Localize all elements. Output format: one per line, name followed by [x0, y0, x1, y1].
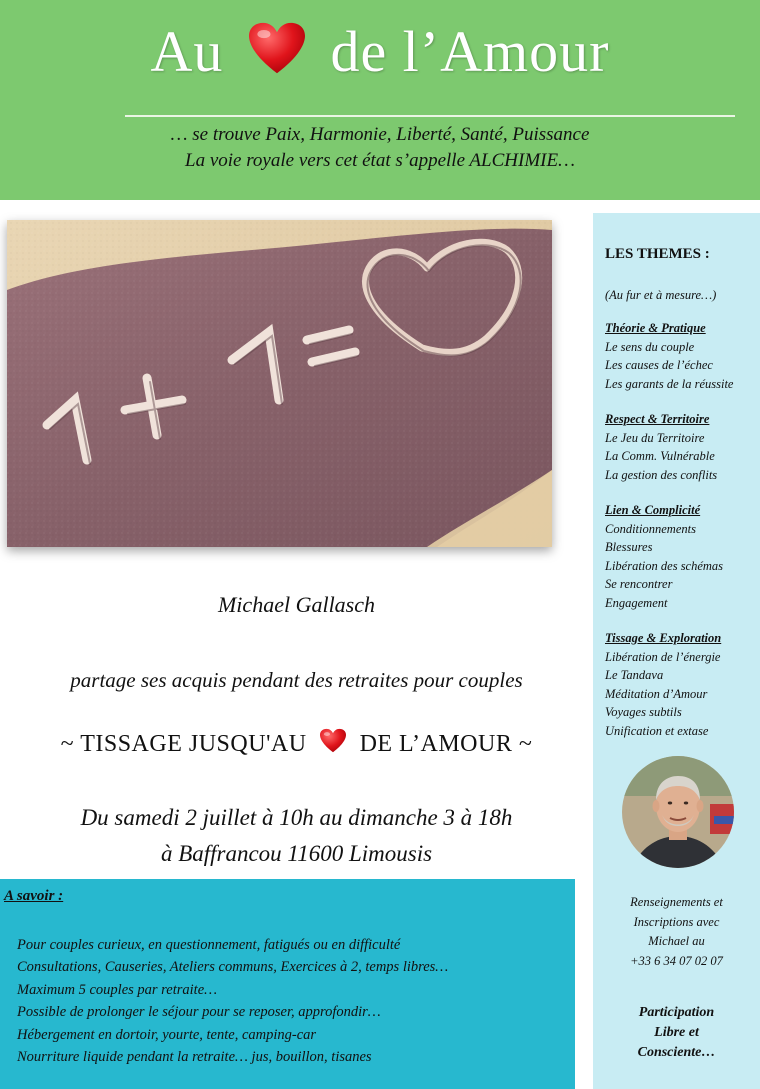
contact-line: Renseignements et [630, 895, 723, 909]
sand-heart-photo [7, 220, 552, 547]
phone-number: +33 6 34 07 02 07 [630, 953, 723, 968]
theme-lien-complicite [605, 501, 757, 612]
participation-line: Libre et [654, 1025, 699, 1040]
portrait-illustration [622, 756, 734, 868]
participation-line: Consciente… [637, 1045, 716, 1060]
theme-item: Le Jeu du Territoire [605, 430, 705, 445]
theme-title: Respect & Territoire [605, 412, 710, 426]
themes-note: (Au fur et à mesure…) [605, 288, 717, 302]
theme-item: Engagement [605, 595, 668, 610]
theme-title: Théorie & Pratique [605, 321, 706, 335]
theme-item: Libération de l’énergie [605, 649, 721, 664]
event-title-before: ~ TISSAGE JUSQU'AU [60, 731, 307, 757]
header-divider [125, 115, 735, 117]
heart-icon [319, 728, 347, 754]
theme-item: Le Tandava [605, 668, 664, 682]
theme-title: Tissage & Exploration [605, 631, 722, 645]
header-banner [0, 0, 760, 200]
theme-item: Blessures [605, 540, 653, 554]
theme-item: Se rencontrer [605, 577, 673, 591]
list-item: Hébergement en dortoir, yourte, tente, camping-car [17, 1026, 317, 1043]
event-location-line: à Baffrancou 11600 Limousis [160, 841, 433, 866]
list-item: Maximum 5 couples par retraite… [17, 981, 218, 998]
info-box [0, 879, 575, 1089]
contact-info [593, 893, 760, 971]
heart-icon [247, 21, 307, 77]
theme-item: Méditation d’Amour [605, 686, 708, 701]
sand-illustration [7, 220, 552, 547]
page-title [0, 18, 760, 85]
theme-item: Libération des schémas [605, 558, 724, 573]
list-item: Nourriture liquide pendant la retraite… jus, bouillon, tisanes [17, 1049, 372, 1066]
event-title [0, 728, 593, 758]
theme-item: Unification et extase [605, 723, 709, 738]
contact-line: Inscriptions avec [633, 914, 720, 929]
participation-note [593, 1003, 760, 1063]
theme-item: Les garants de la réussite [605, 376, 734, 391]
event-dates [0, 800, 593, 872]
participation-line: Participation [638, 1005, 715, 1020]
tagline-line-2: La voie royale vers cet état s’appelle ALCHIMIE… [185, 150, 575, 171]
themes-title: LES THEMES : [605, 246, 710, 262]
retreat-description: partage ses acquis pendant des retraites pour couples [70, 668, 523, 692]
event-date-line: Du samedi 2 juillet à 10h au dimanche 3 à 18h [80, 805, 513, 830]
info-list [17, 934, 448, 1068]
theme-item: Voyages subtils [605, 705, 682, 719]
event-title-after: DE L’AMOUR ~ [359, 731, 533, 757]
theme-respect-territoire [605, 410, 757, 484]
theme-item: Les causes de l’échec [605, 358, 713, 372]
list-item: Possible de prolonger le séjour pour se reposer, approfondir… [17, 1004, 381, 1021]
theme-item: Conditionnements [605, 521, 696, 536]
themes-sidebar [593, 213, 760, 1089]
theme-tissage-exploration [605, 629, 757, 740]
list-item: Consultations, Causeries, Ateliers communs, Exercices à 2, temps libres… [17, 959, 449, 976]
title-after: de l’Amour [330, 19, 610, 84]
tagline-line-1: … se trouve Paix, Harmonie, Liberté, Santé, Puissance [170, 124, 590, 145]
theme-item: La gestion des conflits [605, 467, 718, 482]
contact-line: Michael au [648, 934, 705, 948]
title-before: Au [150, 19, 224, 84]
list-item: Pour couples curieux, en questionnement, fatigués ou en difficulté [17, 937, 401, 953]
avatar [622, 756, 734, 868]
theme-item: La Comm. Vulnérable [605, 449, 715, 463]
author-name: Michael Gallasch [217, 592, 376, 617]
theme-theorie-pratique [605, 319, 757, 393]
theme-title: Lien & Complicité [605, 503, 701, 517]
theme-item: Le sens du couple [605, 339, 695, 354]
info-title: A savoir : [4, 888, 64, 904]
